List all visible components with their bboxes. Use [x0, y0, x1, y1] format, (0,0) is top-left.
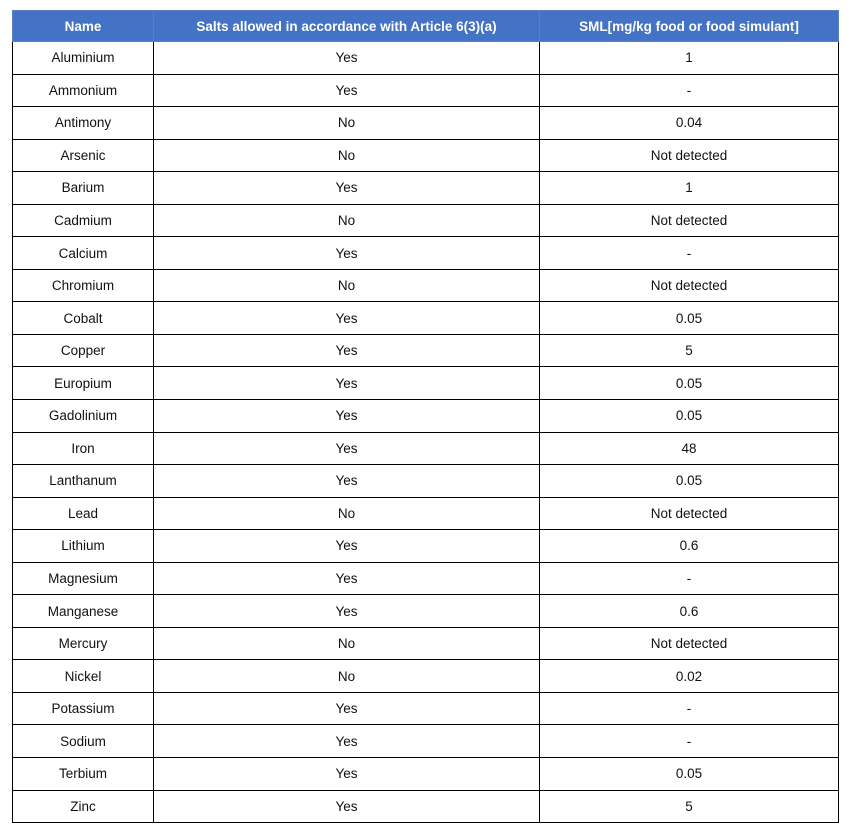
- table-row: [13, 367, 839, 400]
- cell-sml: Not detected: [540, 627, 839, 660]
- cell-name: Manganese: [13, 595, 154, 628]
- table-row: [13, 465, 839, 498]
- table-row: [13, 432, 839, 465]
- table-row: [13, 74, 839, 107]
- cell-sml: 1: [540, 172, 839, 205]
- cell-sml: 0.05: [540, 367, 839, 400]
- table-row: [13, 627, 839, 660]
- table-row: [13, 204, 839, 237]
- cell-name: Lanthanum: [13, 465, 154, 498]
- cell-salts-allowed: No: [154, 139, 540, 172]
- cell-name: Cadmium: [13, 204, 154, 237]
- table-row: [13, 107, 839, 140]
- cell-sml: 48: [540, 432, 839, 465]
- cell-name: Antimony: [13, 107, 154, 140]
- table-row: [13, 562, 839, 595]
- cell-name: Magnesium: [13, 562, 154, 595]
- cell-salts-allowed: Yes: [154, 758, 540, 791]
- cell-salts-allowed: Yes: [154, 562, 540, 595]
- header-salts-allowed: Salts allowed in accordance with Article 6(3)(a): [154, 11, 540, 42]
- table-row: [13, 725, 839, 758]
- cell-salts-allowed: Yes: [154, 790, 540, 823]
- table-row: [13, 660, 839, 693]
- cell-sml: -: [540, 74, 839, 107]
- cell-name: Europium: [13, 367, 154, 400]
- cell-sml: Not detected: [540, 497, 839, 530]
- cell-salts-allowed: Yes: [154, 432, 540, 465]
- table-row: [13, 42, 839, 75]
- table-row: [13, 497, 839, 530]
- cell-name: Aluminium: [13, 42, 154, 75]
- cell-sml: 0.05: [540, 758, 839, 791]
- cell-salts-allowed: Yes: [154, 367, 540, 400]
- table-row: [13, 302, 839, 335]
- cell-salts-allowed: No: [154, 204, 540, 237]
- header-name: Name: [13, 11, 154, 42]
- cell-name: Chromium: [13, 269, 154, 302]
- header-sml: SML[mg/kg food or food simulant]: [540, 11, 839, 42]
- cell-salts-allowed: Yes: [154, 692, 540, 725]
- cell-sml: Not detected: [540, 204, 839, 237]
- cell-salts-allowed: No: [154, 497, 540, 530]
- cell-sml: Not detected: [540, 269, 839, 302]
- table-row: [13, 530, 839, 563]
- sml-table: [12, 10, 839, 823]
- cell-name: Terbium: [13, 758, 154, 791]
- cell-name: Ammonium: [13, 74, 154, 107]
- cell-name: Nickel: [13, 660, 154, 693]
- table-row: [13, 692, 839, 725]
- cell-salts-allowed: No: [154, 107, 540, 140]
- cell-name: Arsenic: [13, 139, 154, 172]
- cell-salts-allowed: No: [154, 660, 540, 693]
- cell-name: Sodium: [13, 725, 154, 758]
- cell-sml: 0.05: [540, 465, 839, 498]
- cell-salts-allowed: Yes: [154, 530, 540, 563]
- table-row: [13, 400, 839, 433]
- cell-sml: 0.05: [540, 302, 839, 335]
- cell-name: Cobalt: [13, 302, 154, 335]
- cell-name: Gadolinium: [13, 400, 154, 433]
- table-row: [13, 237, 839, 270]
- cell-name: Iron: [13, 432, 154, 465]
- cell-name: Zinc: [13, 790, 154, 823]
- cell-salts-allowed: Yes: [154, 74, 540, 107]
- cell-name: Lead: [13, 497, 154, 530]
- table-row: [13, 334, 839, 367]
- cell-sml: 0.02: [540, 660, 839, 693]
- cell-name: Copper: [13, 334, 154, 367]
- cell-sml: -: [540, 692, 839, 725]
- cell-salts-allowed: Yes: [154, 334, 540, 367]
- cell-salts-allowed: Yes: [154, 595, 540, 628]
- table-row: [13, 172, 839, 205]
- cell-sml: -: [540, 725, 839, 758]
- cell-sml: 0.04: [540, 107, 839, 140]
- table-body: [13, 42, 839, 823]
- cell-sml: -: [540, 562, 839, 595]
- table-row: [13, 139, 839, 172]
- table-row: [13, 758, 839, 791]
- header-row: [13, 11, 839, 42]
- table-row: [13, 595, 839, 628]
- cell-name: Calcium: [13, 237, 154, 270]
- cell-sml: 0.6: [540, 595, 839, 628]
- cell-name: Potassium: [13, 692, 154, 725]
- cell-salts-allowed: Yes: [154, 465, 540, 498]
- cell-salts-allowed: Yes: [154, 42, 540, 75]
- cell-name: Barium: [13, 172, 154, 205]
- cell-salts-allowed: Yes: [154, 725, 540, 758]
- cell-salts-allowed: No: [154, 269, 540, 302]
- cell-salts-allowed: No: [154, 627, 540, 660]
- cell-salts-allowed: Yes: [154, 172, 540, 205]
- table-row: [13, 269, 839, 302]
- cell-name: Lithium: [13, 530, 154, 563]
- cell-sml: 0.05: [540, 400, 839, 433]
- cell-sml: 1: [540, 42, 839, 75]
- table-row: [13, 790, 839, 823]
- cell-sml: 5: [540, 334, 839, 367]
- cell-salts-allowed: Yes: [154, 302, 540, 335]
- cell-salts-allowed: Yes: [154, 237, 540, 270]
- cell-sml: 0.6: [540, 530, 839, 563]
- table-header: [13, 11, 839, 42]
- cell-salts-allowed: Yes: [154, 400, 540, 433]
- cell-name: Mercury: [13, 627, 154, 660]
- cell-sml: 5: [540, 790, 839, 823]
- cell-sml: -: [540, 237, 839, 270]
- cell-sml: Not detected: [540, 139, 839, 172]
